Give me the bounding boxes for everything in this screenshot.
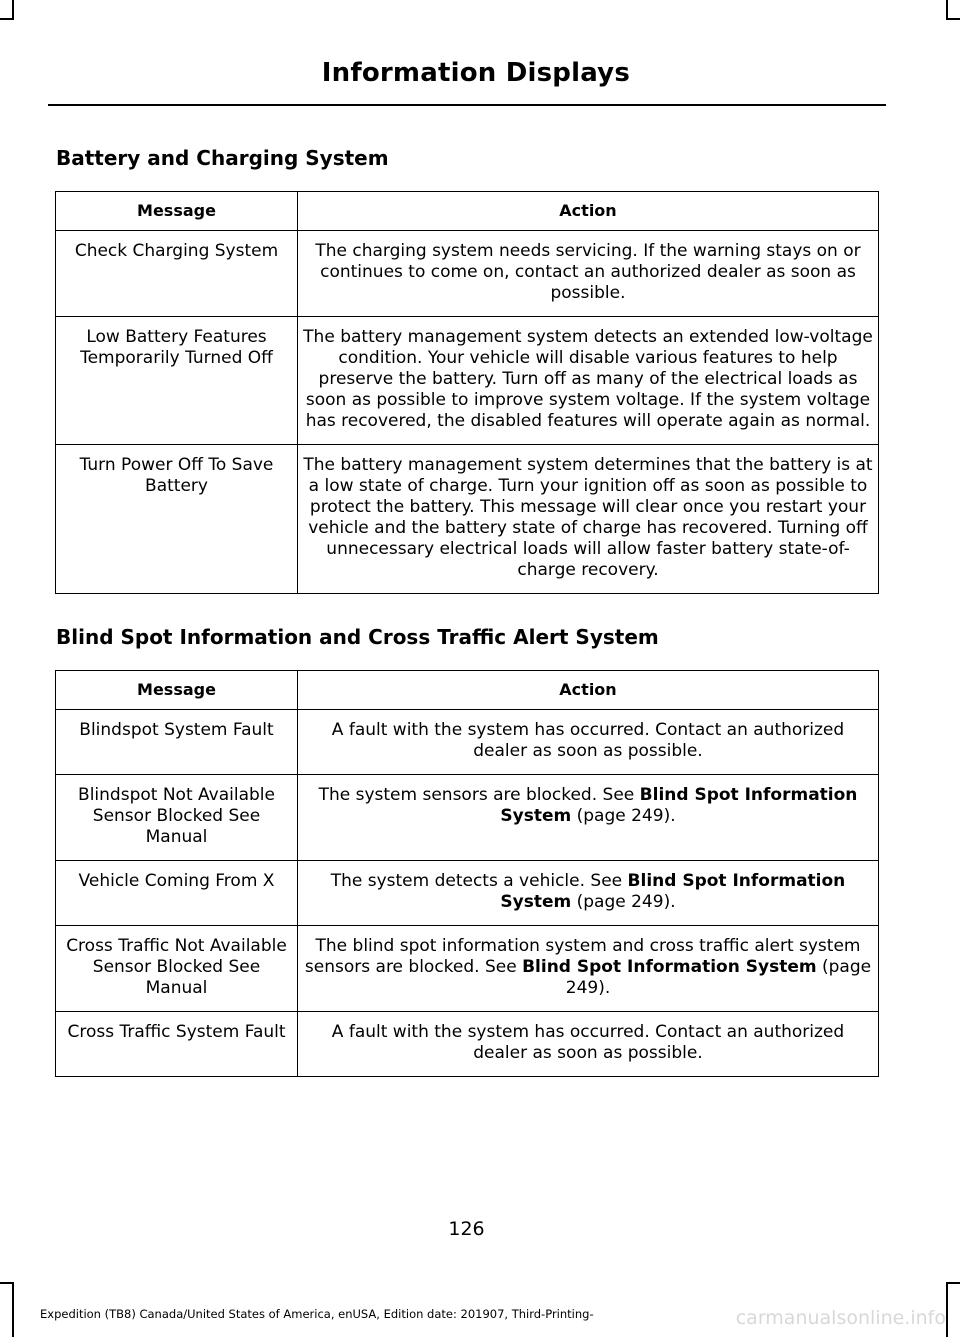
table-header-row xyxy=(56,192,879,231)
cross-reference-link[interactable]: Blind Spot Information System xyxy=(500,871,846,912)
action-cell xyxy=(298,926,879,1012)
section-title-blind-spot: Blind Spot Information and Cross Traffic Alert System xyxy=(56,625,659,649)
watermark: carmanualsonline.info xyxy=(735,1307,946,1329)
blind-spot-message-table xyxy=(55,670,879,1077)
crop-mark xyxy=(12,0,14,20)
action-cell xyxy=(298,775,879,861)
crop-mark xyxy=(946,1282,960,1284)
page-reference: (page 249). xyxy=(565,957,872,998)
action-cell xyxy=(298,861,879,926)
table-row xyxy=(56,861,879,926)
table-row xyxy=(56,775,879,861)
table-row xyxy=(56,317,879,445)
message-cell: Cross Traffic Not Available Sensor Blocked See Manual xyxy=(56,926,298,1012)
crop-mark xyxy=(0,18,14,20)
section-title-battery: Battery and Charging System xyxy=(56,146,389,170)
table-header-row xyxy=(56,671,879,710)
table-row xyxy=(56,926,879,1012)
page-header-title: Information Displays xyxy=(321,58,630,88)
header-divider xyxy=(48,104,886,106)
message-cell: Cross Traffic System Fault xyxy=(56,1012,298,1077)
message-cell: Blindspot Not Available Sensor Blocked See Manual xyxy=(56,775,298,861)
message-cell: Low Battery Features Temporarily Turned Off xyxy=(56,317,298,445)
footer-edition-text: Expedition (TB8) Canada/United States of America, enUSA, Edition date: 201907, Third-Printing- xyxy=(40,1307,594,1321)
action-cell: The charging system needs servicing. If the warning stays on or continues to come on, contact an authorized dealer as soon as possible. xyxy=(298,231,879,317)
column-header-message: Message xyxy=(56,671,298,710)
page-number: 126 xyxy=(448,1218,485,1240)
column-header-action: Action xyxy=(298,192,879,231)
action-cell: A fault with the system has occurred. Contact an authorized dealer as soon as possible. xyxy=(298,710,879,775)
table-row xyxy=(56,445,879,594)
cross-reference-link[interactable]: Blind Spot Information System xyxy=(500,785,858,826)
message-cell: Turn Power Off To Save Battery xyxy=(56,445,298,594)
action-text: The system sensors are blocked. See xyxy=(318,785,640,805)
column-header-action: Action xyxy=(298,671,879,710)
action-cell: The battery management system detects an extended low-voltage condition. Your vehicle will disable various features to help preserve the battery. Turn off as many of the electrical loads as soon as possible to improve system voltage. If the system voltage has recovered, the disabled features will operate again as normal. xyxy=(298,317,879,445)
cross-reference-link[interactable]: Blind Spot Information System xyxy=(522,957,817,977)
column-header-message: Message xyxy=(56,192,298,231)
battery-message-table xyxy=(55,191,879,594)
crop-mark xyxy=(0,1282,14,1284)
action-cell: The battery management system determines that the battery is at a low state of charge. Turn your ignition off as soon as possible to protect the battery. This message will clear once you restart your vehicle and the battery state of charge has recovered. Turning off unnecessary electrical loads will allow faster battery state-of-charge recovery. xyxy=(298,445,879,594)
message-cell: Check Charging System xyxy=(56,231,298,317)
crop-mark xyxy=(946,1282,948,1337)
action-text: The blind spot information system and cross traffic alert system sensors are blocked. See xyxy=(304,936,861,977)
action-text: The system detects a vehicle. See xyxy=(330,871,628,891)
table-row xyxy=(56,231,879,317)
crop-mark xyxy=(12,1282,14,1337)
page-reference: (page 249). xyxy=(571,892,676,912)
message-cell: Blindspot System Fault xyxy=(56,710,298,775)
crop-mark xyxy=(946,0,948,20)
action-cell: A fault with the system has occurred. Contact an authorized dealer as soon as possible. xyxy=(298,1012,879,1077)
table-row xyxy=(56,1012,879,1077)
message-cell: Vehicle Coming From X xyxy=(56,861,298,926)
page-reference: (page 249). xyxy=(571,806,676,826)
table-row xyxy=(56,710,879,775)
crop-mark xyxy=(946,18,960,20)
